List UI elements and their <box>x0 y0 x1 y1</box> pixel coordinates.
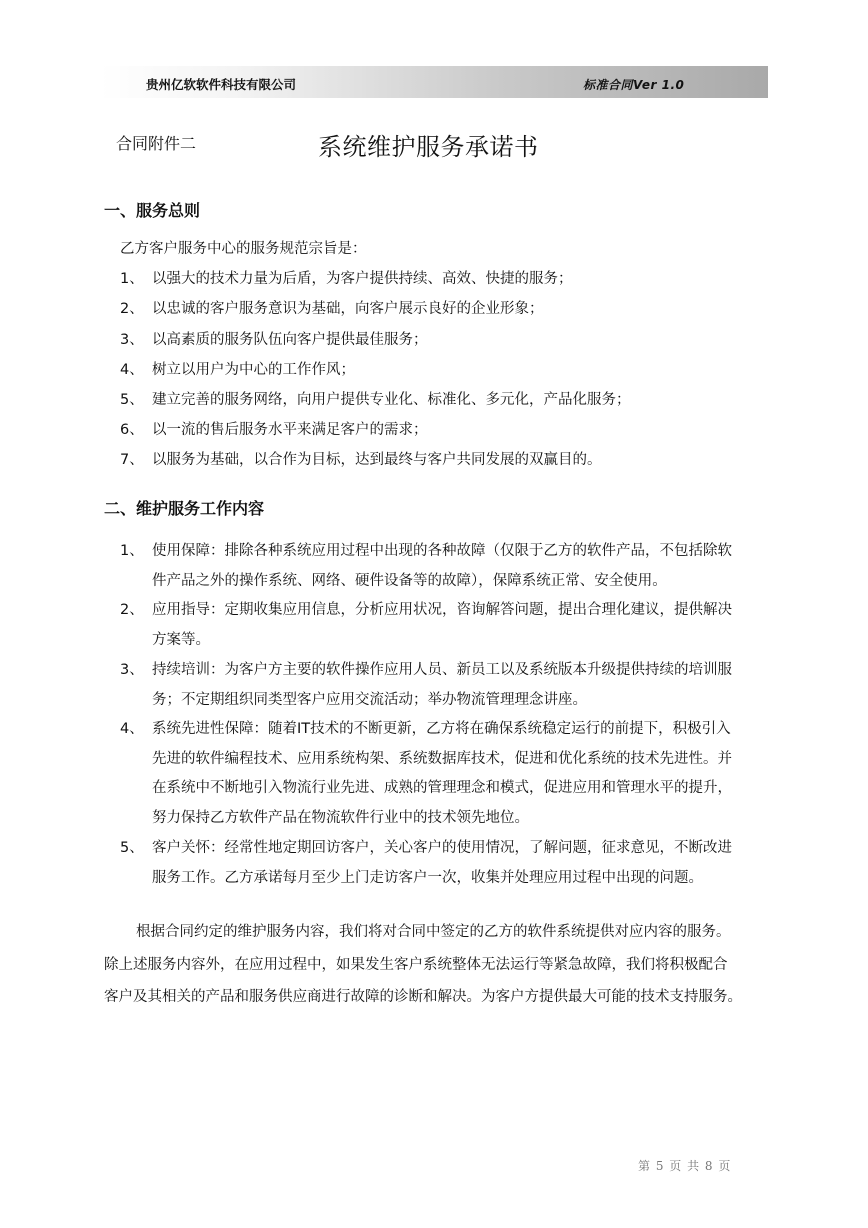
section2-item-line: 务；不定期组织同类型客户应用交流活动；举办物流管理理念讲座。 <box>152 692 587 708</box>
section1-item-number: 4、 <box>120 362 144 378</box>
section1-item-number: 2、 <box>120 301 144 317</box>
section2-heading: 二、维护服务工作内容 <box>104 499 265 518</box>
section1-item-text: 树立以用户为中心的工作作风； <box>152 362 355 378</box>
section2-item-line: 件产品之外的操作系统、网络、硬件设备等的故障），保障系统正常、安全使用。 <box>152 573 667 589</box>
section2-item-line: 应用指导：定期收集应用信息，分析应用状况，咨询解答问题，提出合理化建议，提供解决 <box>152 602 732 618</box>
section1-heading: 一、服务总则 <box>104 201 201 220</box>
section2-item-number: 1、 <box>120 543 144 559</box>
section1-item-number: 6、 <box>120 422 144 438</box>
header-company: 贵州亿软软件科技有限公司 <box>146 77 297 92</box>
header-version: 标准合同Ver 1.0 <box>583 78 685 92</box>
section1-item-text: 以强大的技术力量为后盾，为客户提供持续、高效、快捷的服务； <box>152 271 573 287</box>
section2-item-line: 使用保障：排除各种系统应用过程中出现的各种故障（仅限于乙方的软件产品，不包括除软 <box>152 543 732 559</box>
section2-item-number: 5、 <box>120 840 144 856</box>
section2-item-number: 3、 <box>120 662 144 678</box>
page-number: 第 5 页 共 8 页 <box>638 1159 732 1173</box>
section1-item-number: 3、 <box>120 332 144 348</box>
section2-item-line: 方案等。 <box>152 632 210 648</box>
section2-item-number: 4、 <box>120 721 144 737</box>
closing-paragraph-line: 除上述服务内容外，在应用过程中，如果发生客户系统整体无法运行等紧急故障，我们将积极配合 <box>104 957 728 973</box>
section2-item-line: 服务工作。乙方承诺每月至少上门走访客户一次，收集并处理应用过程中出现的问题。 <box>152 870 703 886</box>
section2-item-line: 在系统中不断地引入物流行业先进、成熟的管理理念和模式，促进应用和管理水平的提升， <box>152 780 732 796</box>
closing-paragraph-line: 客户及其相关的产品和服务供应商进行故障的诊断和解决。为客户方提供最大可能的技术支持服务。 <box>104 989 742 1005</box>
section2-item-line: 系统先进性保障：随着IT技术的不断更新，乙方将在确保系统稳定运行的前提下，积极引入 <box>152 721 731 737</box>
section1-item-text: 以一流的售后服务水平来满足客户的需求； <box>152 422 428 438</box>
section2-item-number: 2、 <box>120 602 144 618</box>
section1-item-number: 7、 <box>120 452 144 468</box>
section1-item-text: 以高素质的服务队伍向客户提供最佳服务； <box>152 332 428 348</box>
section2-item-line: 努力保持乙方软件产品在物流软件行业中的技术领先地位。 <box>152 810 529 826</box>
section1-intro: 乙方客户服务中心的服务规范宗旨是： <box>120 241 367 257</box>
annex-label: 合同附件二 <box>116 134 197 153</box>
section2-item-line: 先进的软件编程技术、应用系统构架、系统数据库技术，促进和优化系统的技术先进性。并 <box>152 751 732 767</box>
section1-item-text: 以服务为基础，以合作为目标，达到最终与客户共同发展的双赢目的。 <box>152 452 602 468</box>
section1-item-text: 以忠诚的客户服务意识为基础，向客户展示良好的企业形象； <box>152 301 544 317</box>
page-title: 系统维护服务承诺书 <box>318 133 539 161</box>
section2-item-line: 持续培训：为客户方主要的软件操作应用人员、新员工以及系统版本升级提供持续的培训服 <box>152 662 732 678</box>
section1-item-number: 1、 <box>120 271 144 287</box>
closing-paragraph-line: 根据合同约定的维护服务内容，我们将对合同中签定的乙方的软件系统提供对应内容的服务。 <box>136 924 731 940</box>
section2-item-line: 客户关怀：经常性地定期回访客户，关心客户的使用情况，了解问题，征求意见，不断改进 <box>152 840 732 856</box>
section1-item-text: 建立完善的服务网络，向用户提供专业化、标准化、多元化，产品化服务； <box>152 392 631 408</box>
section1-item-number: 5、 <box>120 392 144 408</box>
